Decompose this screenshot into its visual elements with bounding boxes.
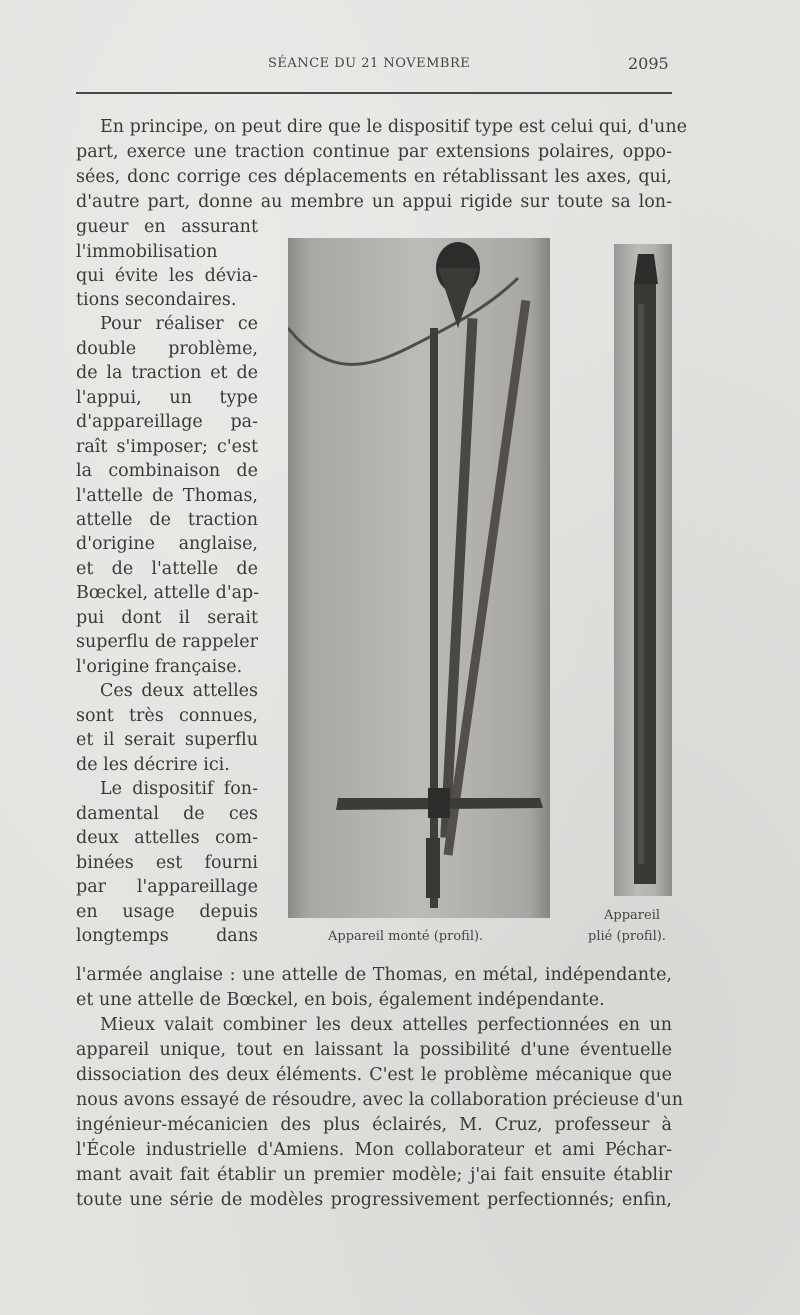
text-line: l'immobilisation [76, 242, 218, 262]
text-line: par l'appareillage [76, 877, 258, 897]
text-line: l'appui, un type [76, 388, 258, 408]
text-line: en usage depuis [76, 902, 258, 922]
text-line: ingénieur-mécanicien des plus éclairés, M. Cruz, professeur à [76, 1115, 672, 1135]
splint-photo-assembled [288, 238, 550, 918]
text-line: l'armée anglaise : une attelle de Thomas, en métal, indépendante, [76, 965, 672, 985]
text-line: de les décrire ici. [76, 755, 230, 775]
text-line: l'attelle de Thomas, [76, 486, 258, 506]
text-line: et une attelle de Bœckel, en bois, également indépendante. [76, 990, 605, 1010]
text-line: sont très connues, [76, 706, 258, 726]
text-line: longtemps dans [76, 926, 258, 946]
text-line: raît s'imposer; c'est [76, 437, 258, 457]
splint-folded-drawing [614, 244, 672, 896]
text-line: superflu de rappeler [76, 632, 258, 652]
text-line: l'École industrielle d'Amiens. Mon collaborateur et ami Péchar- [76, 1140, 672, 1160]
text-line: la combinaison de [76, 461, 258, 481]
text-line: Mieux valait combiner les deux attelles perfectionnées en un [100, 1015, 672, 1035]
text-line: et il serait superflu [76, 730, 258, 750]
figure-caption-folded-line2: plié (profil). [588, 929, 666, 944]
text-line: En principe, on peut dire que le dispositif type est celui qui, d'une [100, 117, 687, 137]
text-line: sées, donc corrige ces déplacements en rétablissant les axes, qui, [76, 167, 672, 187]
text-line: part, exerce une traction continue par extensions polaires, oppo- [76, 142, 672, 162]
text-line: Ces deux attelles [100, 681, 258, 701]
text-line: d'origine anglaise, [76, 534, 258, 554]
text-line: qui évite les dévia- [76, 266, 258, 286]
text-line: attelle de traction [76, 510, 258, 530]
page-number: 2095 [628, 54, 669, 73]
text-line: nous avons essayé de résoudre, avec la collaboration précieuse d'un [76, 1090, 684, 1110]
text-line: de la traction et de [76, 363, 258, 383]
text-line: Bœckel, attelle d'ap- [76, 583, 260, 603]
figure-caption-folded-line1: Appareil [604, 908, 661, 923]
text-line: toute une série de modèles progressivement perfectionnés; enfin, [76, 1190, 672, 1210]
splint-photo-folded [614, 244, 672, 896]
text-line: Pour réaliser ce [100, 314, 258, 334]
running-title: SÉANCE DU 21 NOVEMBRE [268, 56, 471, 71]
text-line: pui dont il serait [76, 608, 258, 628]
text-line: Le dispositif fon- [100, 779, 258, 799]
header-rule [76, 92, 672, 94]
text-line: mant avait fait établir un premier modèle; j'ai fait ensuite établir [76, 1165, 672, 1185]
text-line: binées est fourni [76, 853, 258, 873]
splint-assembled-drawing [288, 238, 550, 918]
text-line: deux attelles com- [76, 828, 258, 848]
text-line: d'autre part, donne au membre un appui rigide sur toute sa lon- [76, 192, 672, 212]
text-line: appareil unique, tout en laissant la possibilité d'une éventuelle [76, 1040, 672, 1060]
figure-caption-assembled: Appareil monté (profil). [328, 929, 484, 944]
text-line: l'origine française. [76, 657, 243, 677]
text-line: d'appareillage pa- [76, 412, 258, 432]
text-line: gueur en assurant [76, 217, 258, 237]
text-line: tions secondaires. [76, 290, 237, 310]
text-line: et de l'attelle de [76, 559, 258, 579]
text-line: damental de ces [76, 804, 258, 824]
text-line: dissociation des deux éléments. C'est le problème mécanique que [76, 1065, 672, 1085]
text-line: double problème, [76, 339, 258, 359]
